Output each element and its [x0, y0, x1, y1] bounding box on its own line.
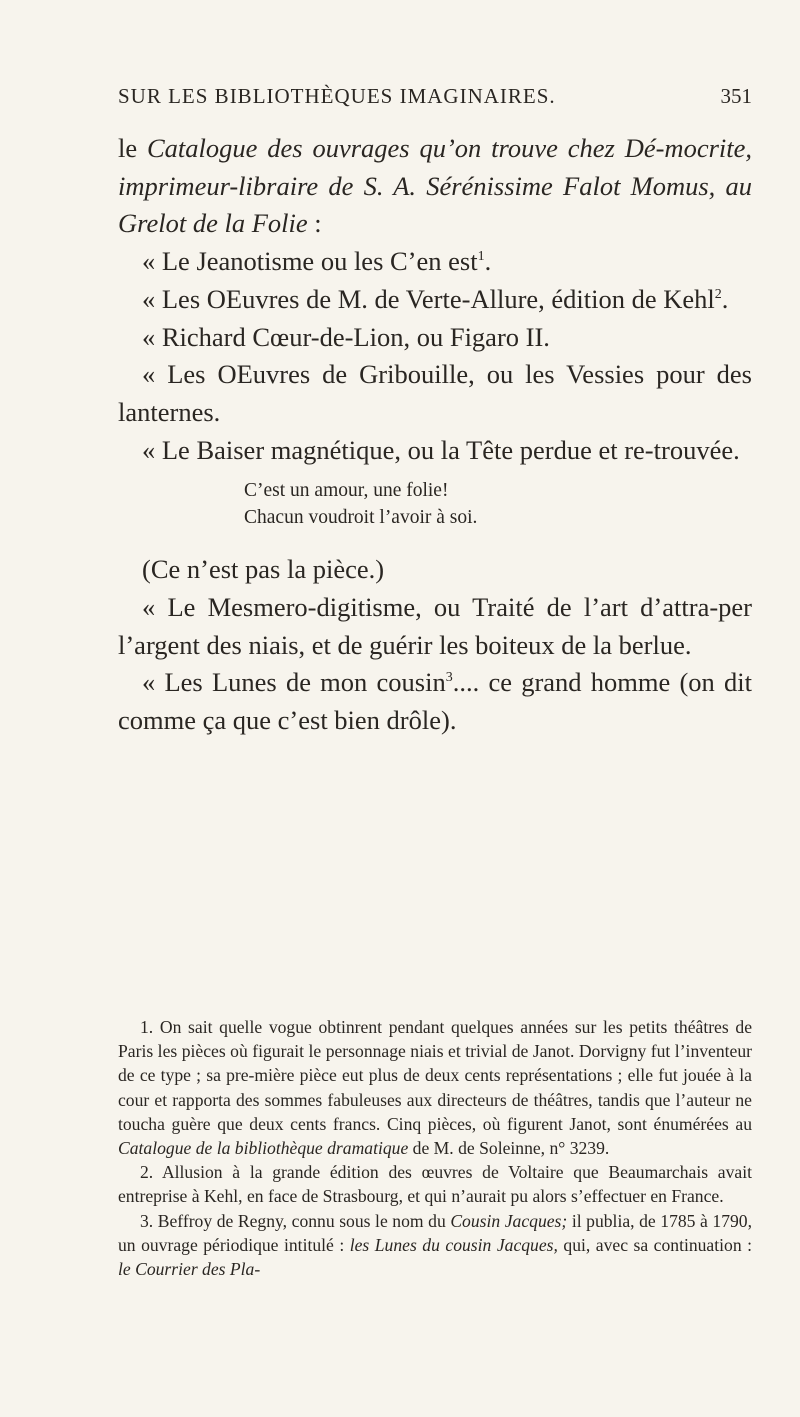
- intro-paragraph: [118, 130, 752, 243]
- catalogue-item-3: « Richard Cœur-de-Lion, ou Figaro II.: [142, 321, 550, 352]
- note-text: 3. Beffroy de Regny, connu sous le nom du: [140, 1210, 451, 1231]
- item-after: .: [484, 246, 492, 277]
- verse-line: C’est un amour, une folie!: [244, 480, 449, 502]
- note-title: Cousin Jacques;: [450, 1210, 568, 1231]
- footnote-3: [118, 1209, 752, 1282]
- note-title: le Courrier des Pla-: [118, 1259, 261, 1280]
- footnote-2: 2. Allusion à la grande édition des œuvres de Voltaire que Beaumarchais avait entreprise à Kehl, en face de Strasbourg, et qui n’aurait pu alors s’effectuer en France.: [118, 1162, 752, 1207]
- catalogue-item-1: [118, 243, 752, 281]
- catalogue-item-6: (Ce n’est pas la pièce.): [142, 554, 385, 585]
- catalogue-item-8: [118, 664, 752, 739]
- item-after: .... ce grand homme (on dit comme ça que c’est bien drôle).: [118, 667, 752, 736]
- catalogue-item-5: « Le Baiser magnétique, ou la Tête perdue et re-trouvée.: [142, 434, 740, 465]
- footnote-ref: 3: [445, 670, 453, 686]
- item-after: .: [721, 283, 729, 314]
- item-text: « Les Lunes de mon cousin: [142, 667, 446, 698]
- note-text: qui, avec sa continuation :: [557, 1234, 753, 1255]
- footnote-1: [118, 1015, 752, 1160]
- item-text: « Le Jeanotisme ou les C’en est: [142, 246, 478, 277]
- footnotes: [118, 1015, 752, 1281]
- note-title: les Lunes du cousin Jacques,: [349, 1234, 558, 1255]
- item-text: « Les OEuvres de M. de Verte-Allure, édition de Kehl: [142, 283, 715, 314]
- page-number: 351: [720, 84, 752, 108]
- footnote-ref: 1: [477, 249, 485, 265]
- verse-line: Chacun voudroit l’avoir à soi.: [244, 507, 478, 529]
- note-text: 1. On sait quelle vogue obtinrent pendant quelques années sur les petits théâtres de Paris les pièces où figurait le personnage niais et trivial de Janot. Dorvigny fut l’inventeur de ce type ; sa pre-mière pièce eut plus de deux cents représentations ; elle fut jouée à la cour et rapporta des sommes fabuleuses aux directeurs de théâtres, tandis que l’auteur ne toucha guère que deux cents francs. Cinq pièces, où figurent Janot, sont énumérées au: [118, 1017, 752, 1134]
- running-title: SUR LES BIBLIOTHÈQUES IMAGINAIRES.: [118, 84, 556, 108]
- verse-quote: [244, 477, 752, 531]
- catalogue-item-4: « Les OEuvres de Gribouille, ou les Vessies pour des lanternes.: [118, 359, 752, 427]
- note-text: il publia, de 1785 à 1790, un ouvrage périodique intitulé :: [118, 1210, 752, 1255]
- intro-post: :: [307, 208, 322, 239]
- catalogue-item-7: « Le Mesmero-digitisme, ou Traité de l’art d’attra-per l’argent des niais, et de guérir les boiteux de la berlue.: [118, 592, 752, 660]
- catalogue-item-2: [118, 281, 752, 319]
- footnote-ref: 2: [714, 286, 722, 302]
- note-title: Catalogue de la bibliothèque dramatique: [118, 1138, 409, 1159]
- intro-pre: le: [118, 133, 147, 163]
- main-text: [118, 130, 752, 740]
- running-header: [118, 84, 752, 114]
- note-text: de M. de Soleinne, n° 3239.: [408, 1138, 610, 1159]
- catalogue-title: Catalogue des ouvrages qu’on trouve chez Dé-mocrite, imprimeur-libraire de S. A. Sérénissime Falot Momus, au Grelot de la Folie: [118, 133, 753, 239]
